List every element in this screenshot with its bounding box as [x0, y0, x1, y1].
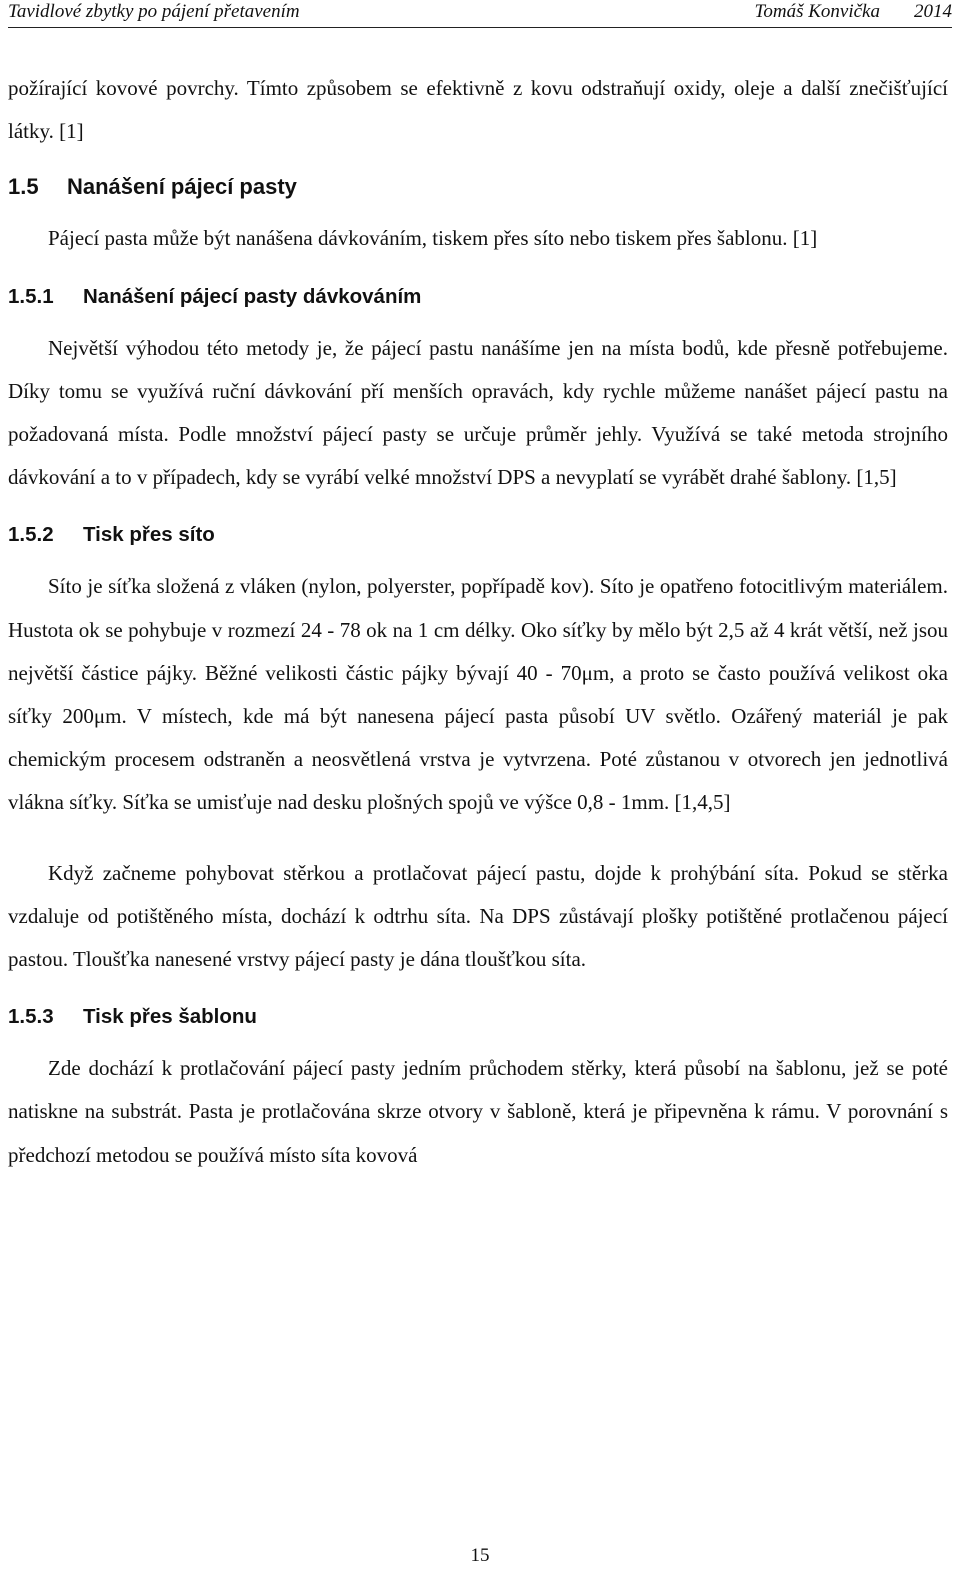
section-heading-1-5-1 [8, 277, 948, 317]
paragraph-gap [8, 825, 948, 852]
section-heading-1-5 [8, 167, 948, 207]
header-title: Tavidlové zbytky po pájení přetavením [8, 1, 300, 22]
section-title: Tisk přes šablonu [83, 1005, 257, 1029]
header-year: 2014 [914, 1, 952, 22]
section-title: Nanášení pájecí pasty dávkováním [83, 284, 422, 308]
header-author: Tomáš Konvička [754, 1, 880, 22]
paragraph-1-5: Pájecí pasta může být nanášena dávkováním, tiskem přes síto nebo tiskem přes šablonu. [1] [48, 226, 818, 251]
section-heading-1-5-2 [8, 515, 948, 555]
paragraph-1-5-1: Největší výhodou této metody je, že pájecí pastu nanášíme jen na místa bodů, kde přesně potřebujeme. Díky tomu se využívá ruční dávkování pří menších opravách, kdy rychle můžeme nanášet pájecí pastu na požadovaná místa. Podle množství pájecí pasty se určuje průměr jehly. Využívá se také metoda strojního dávkování a to v případech, kdy se vyrábí velké množství DPS a nevyplatí se vyrábět drahé šablony. [1,5] [8, 335, 948, 490]
page-number: 15 [470, 1545, 490, 1566]
paragraph-1-5-2-a: Síto je síťka složená z vláken (nylon, polyerster, popřípadě kov). Síto je opatřeno fotocitlivým materiálem. Hustota ok se pohybuje v rozmezí 24 - 78 ok na 1 cm délky. Oko síťky by mělo být 2,5 až 4 krát větší, než jsou největší částice pájky. Běžné velikosti částic pájky bývají 40 - 70μm, a proto se často používá velikost oka síťky 200μm. V místech, kde má být nanesena pájecí pasta působí UV světlo. Ozářený materiál je pak chemickým procesem odstraněn a neosvětlená vrstva je vytvrzena. Poté zůstanou v otvorech jen jednotlivá vlákna síťky. Síťka se umisťuje nad desku plošných spojů ve výšce 0,8 - 1mm. [1,4,5] [8, 574, 948, 815]
section-title: Tisk přes síto [83, 523, 215, 547]
paragraph-1-5-2-b: Když začneme pohybovat stěrkou a protlačovat pájecí pastu, dojde k prohýbání síta. Pokud se stěrka vzdaluje od potištěného místa, dochází k odtrhu síta. Na DPS zůstávají plošky potištěné protlačenou pájecí pastou. Tloušťka nanesené vrstvy pájecí pasty je dána tloušťkou síta. [8, 860, 948, 972]
page-header [8, 0, 952, 28]
section-heading-1-5-3 [8, 997, 948, 1037]
section-number: 1.5.3 [8, 1005, 54, 1029]
paragraph-1-5-3: Zde dochází k protlačování pájecí pasty jedním průchodem stěrky, která působí na šablonu, jež se poté natiskne na substrát. Pasta je protlačována skrze otvory v šabloně, která je připevněna k rámu. V porovnání s předchozí metodou se používá místo síta kovová [8, 1056, 948, 1167]
section-number: 1.5.1 [8, 284, 54, 308]
section-number: 1.5.2 [8, 523, 54, 547]
section-title: Nanášení pájecí pasty [67, 174, 297, 200]
section-number: 1.5 [8, 174, 39, 200]
page-body [8, 67, 948, 1177]
paragraph-intro: požírající kovové povrchy. Tímto způsobem se efektivně z kovu odstraňují oxidy, oleje a další znečišťující látky. [1] [8, 76, 948, 144]
